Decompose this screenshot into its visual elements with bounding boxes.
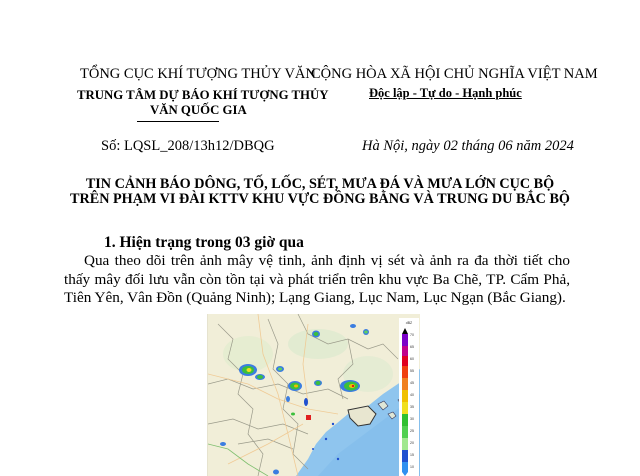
document-number: Số: LQSL_208/13h12/DBQG: [101, 138, 275, 154]
center-name-line1: TRUNG TÂM DỰ BÁO KHÍ TƯỢNG THỦY: [77, 88, 329, 102]
svg-text:70: 70: [410, 333, 414, 337]
svg-text:65: 65: [410, 345, 414, 349]
header-underline: [137, 121, 219, 122]
radar-legend-colorbar: [399, 318, 419, 476]
country-header: CỘNG HÒA XÃ HỘI CHỦ NGHĨA VIỆT NAM: [311, 66, 598, 82]
document-title-line2: TRÊN PHẠM VI ĐÀI KTTV KHU VỰC ĐỒNG BẰNG VÀ TRUNG DU BẮC BỘ: [70, 191, 570, 207]
section-heading: 1. Hiện trạng trong 03 giờ qua: [104, 234, 304, 251]
radar-legend: [399, 318, 419, 476]
center-name-line2: VĂN QUỐC GIA: [150, 103, 247, 117]
svg-text:dBZ: dBZ: [405, 321, 413, 325]
motto: Độc lập - Tự do - Hạnh phúc: [369, 86, 522, 100]
date-line: Hà Nội, ngày 02 tháng 06 năm 2024: [362, 138, 574, 154]
document-title-line1: TIN CẢNH BÁO DÔNG, TỐ, LỐC, SÉT, MƯA ĐÁ VÀ MƯA LỚN CỤC BỘ: [85, 176, 555, 192]
svg-text:55: 55: [410, 369, 414, 373]
svg-text:15: 15: [410, 453, 414, 457]
svg-text:25: 25: [410, 429, 414, 433]
svg-text:20: 20: [410, 441, 414, 445]
svg-text:60: 60: [410, 357, 414, 361]
radar-map-image: [207, 314, 420, 476]
agency-name: TỔNG CỤC KHÍ TƯỢNG THỦY VĂN: [80, 66, 316, 82]
radar-map-graphic: [208, 314, 420, 476]
svg-text:40: 40: [410, 393, 414, 397]
svg-text:45: 45: [410, 381, 414, 385]
svg-text:35: 35: [410, 405, 414, 409]
svg-text:30: 30: [410, 417, 414, 421]
svg-text:10: 10: [410, 465, 414, 469]
section-paragraph: Qua theo dõi trên ảnh mây vệ tinh, ảnh định vị sét và ảnh ra đa thời tiết cho thấy mây đối lưu vẫn còn tồn tại và phát triển trên khu vực Ba Chẽ, TP. Cẩm Phả, Tiên Yên, Vân Đồn (Quảng Ninh); Lạng Giang, Lục Nam, Lục Ngạn (Bắc Giang).: [64, 252, 570, 306]
